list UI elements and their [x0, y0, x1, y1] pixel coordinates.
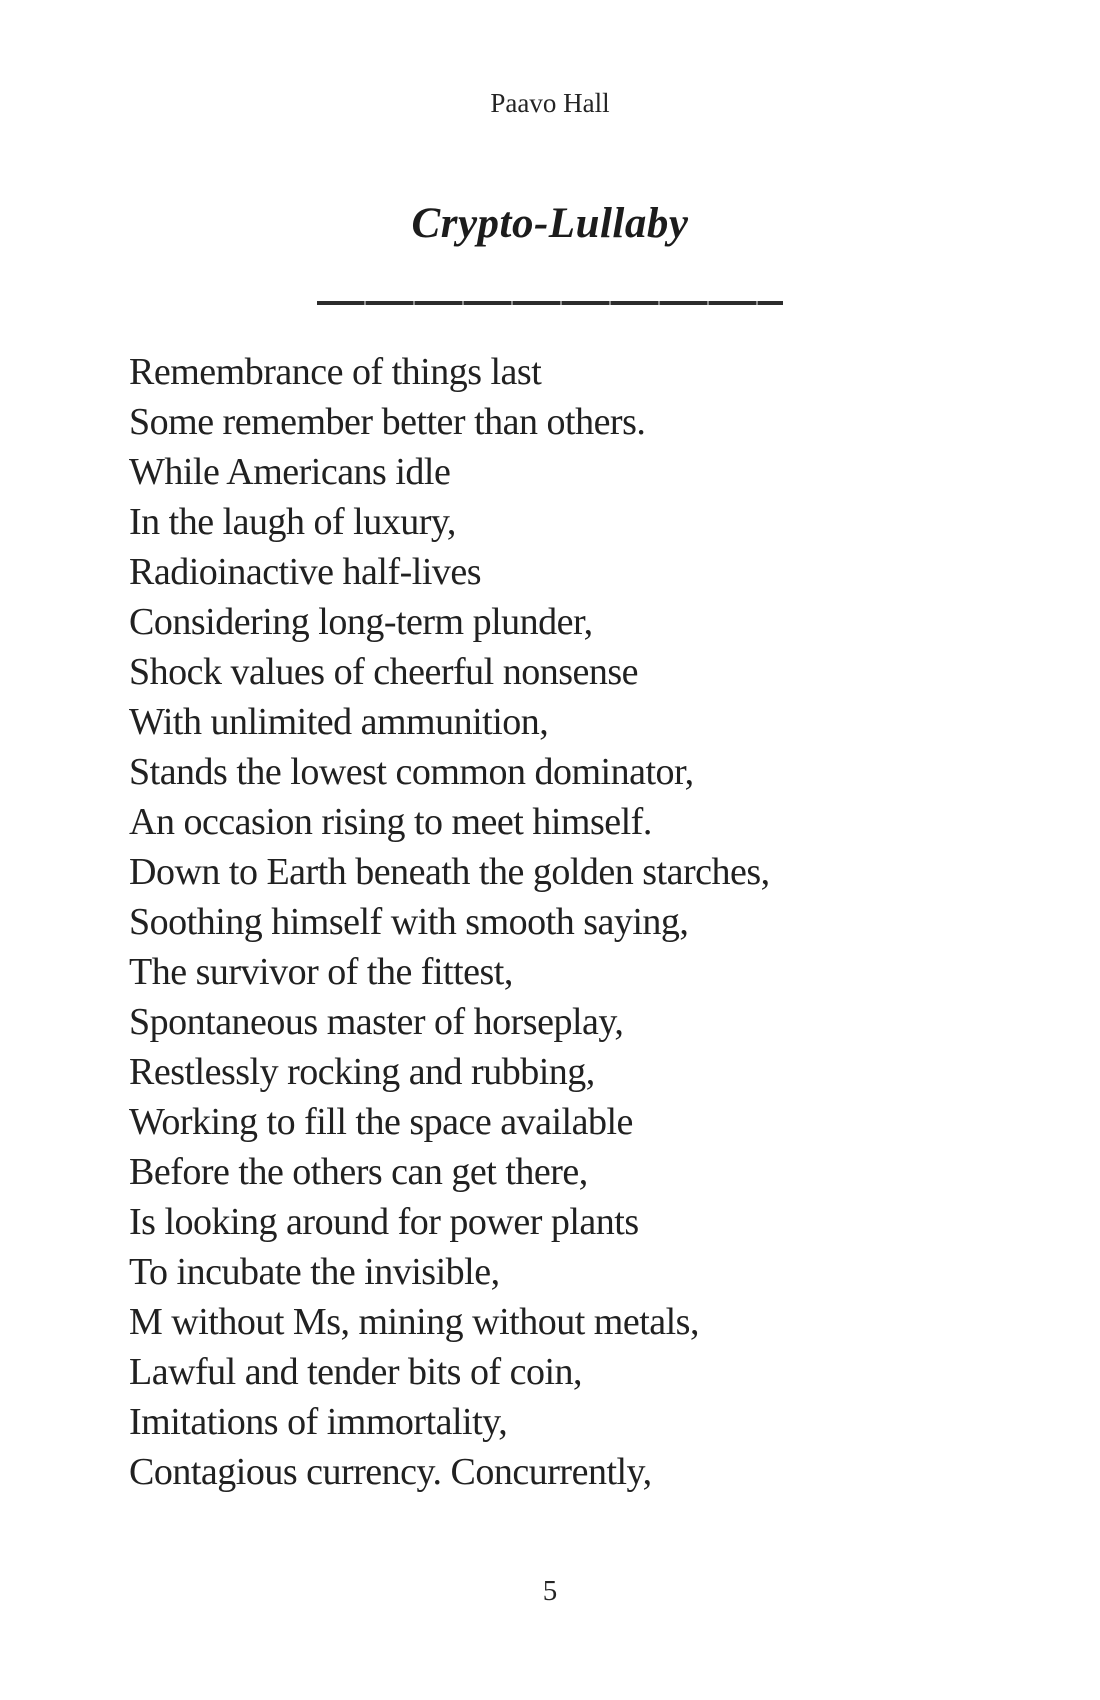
poem-line: The survivor of the fittest, — [129, 951, 513, 993]
poem-line: M without Ms, mining without metals, — [129, 1301, 699, 1343]
poem-line: Radioinactive half-lives — [129, 551, 482, 593]
poem-line: To incubate the invisible, — [129, 1251, 500, 1293]
poem-title: Crypto-Lullaby — [411, 200, 689, 247]
page-number: 5 — [542, 1575, 558, 1607]
poem-body — [129, 347, 770, 1497]
poem-line: Soothing himself with smooth saying, — [129, 901, 689, 943]
title-separator-rule — [317, 301, 783, 305]
poem-line: Restlessly rocking and rubbing, — [129, 1051, 595, 1093]
poem-line: Contagious currency. Concurrently, — [129, 1451, 652, 1493]
poem-line: In the laugh of luxury, — [129, 501, 456, 543]
poem-line: Imitations of immortality, — [129, 1401, 508, 1443]
poem-line: Before the others can get there, — [129, 1151, 588, 1193]
running-header-author: Paavo Hall — [490, 88, 610, 118]
poem-line: Is looking around for power plants — [129, 1201, 639, 1243]
poem-line: While Americans idle — [129, 451, 451, 493]
poem-line: Working to fill the space available — [129, 1101, 633, 1143]
poem-line: Spontaneous master of horseplay, — [129, 1001, 624, 1043]
poem-line: An occasion rising to meet himself. — [129, 801, 652, 843]
poem-line: Remembrance of things last — [129, 351, 542, 393]
poem-line: Stands the lowest common dominator, — [129, 751, 694, 793]
poem-line: Lawful and tender bits of coin, — [129, 1351, 583, 1393]
poem-line: Shock values of cheerful nonsense — [129, 651, 639, 693]
poem-line: Considering long-term plunder, — [129, 601, 593, 643]
poem-line: Some remember better than others. — [129, 401, 646, 443]
poem-line: With unlimited ammunition, — [129, 701, 549, 743]
poem-line: Down to Earth beneath the golden starches, — [129, 851, 770, 893]
